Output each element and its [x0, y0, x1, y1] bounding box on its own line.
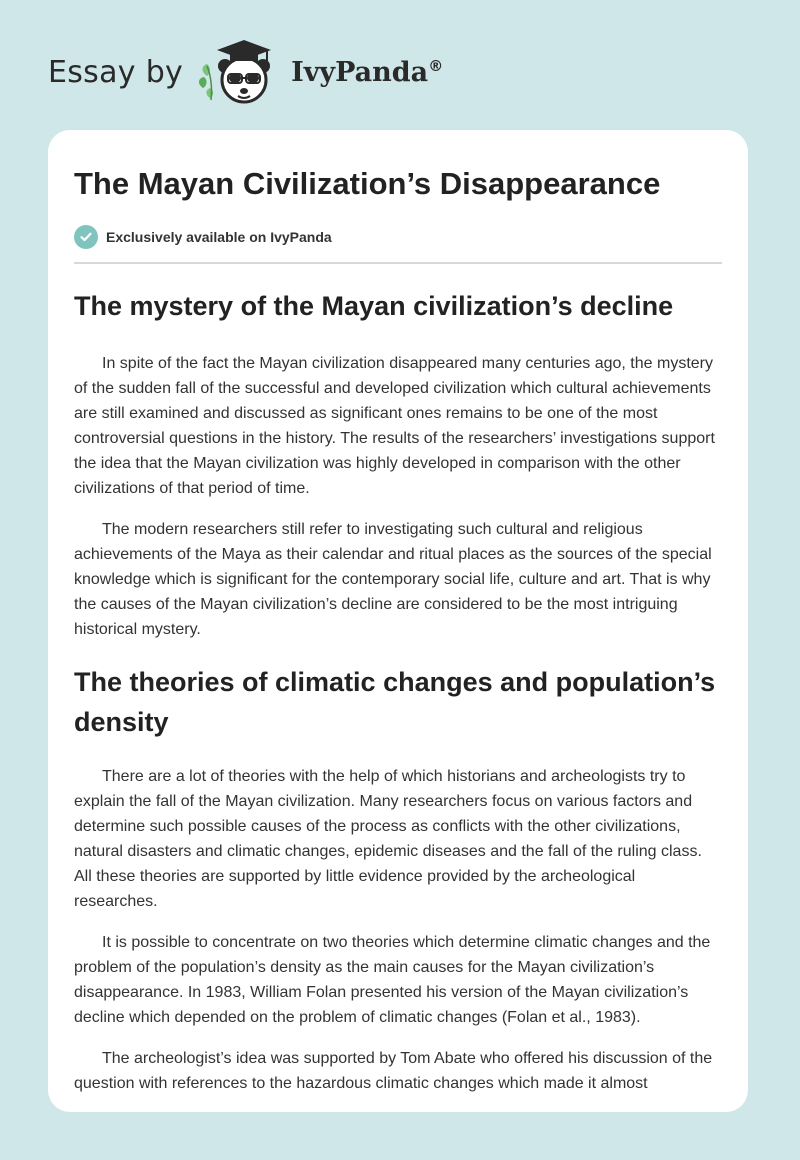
- paragraph: There are a lot of theories with the help of which historians and archeologists try to explain the fall of the Mayan civilization. Many researchers focus on various factors and determine such possible causes of the process as conflicts with the other civilizations, natural disasters and climatic changes, epidemic diseases and the fall of the ruling class. All these theories are supported by little evidence provided by the archeological researches.: [74, 768, 702, 910]
- divider: [74, 262, 722, 264]
- section-heading: The mystery of the Mayan civilization’s decline: [74, 291, 674, 321]
- brand-name: IvyPanda®: [291, 56, 444, 88]
- paragraph: The modern researchers still refer to investigating such cultural and religious achievements of the Maya as their calendar and ritual places as the sources of the special knowledge which is significant for the contemporary social life, culture and art. That is why the causes of the Mayan civilization’s decline are considered to be the most intriguing historical mystery.: [74, 521, 712, 638]
- paragraph: It is possible to concentrate on two theories which determine climatic changes and the problem of the population’s density as the main causes for the Mayan civilization’s disappearance. In 1983, William Folan presented his version of the Mayan civilization’s decline which depended on the problem of climatic changes (Folan et al., 1983).: [74, 934, 711, 1026]
- paragraph: In spite of the fact the Mayan civilization disappeared many centuries ago, the mystery of the sudden fall of the successful and developed civilization which cultural achievements are still examined and discussed as significant ones remains to be one of the most controversial questions in the history. The results of the researchers’ investigations support the idea that the Mayan civilization was highly developed in comparison with the other civilizations of that period of time.: [74, 355, 715, 497]
- brand-header: [48, 36, 443, 108]
- brand-prefix: Essay by: [48, 54, 184, 90]
- ivy-leaf-icon: [199, 64, 213, 100]
- section-heading: The theories of climatic changes and population’s density: [74, 667, 716, 737]
- exclusive-badge: [74, 224, 722, 250]
- paragraph: The archeologist’s idea was supported by Tom Abate who offered his discussion of the question with references to the hazardous climatic changes which made it almost: [74, 1050, 713, 1092]
- badge-text: Exclusively available on IvyPanda: [106, 229, 332, 245]
- ivypanda-logo-icon[interactable]: [197, 36, 287, 108]
- page-title: The Mayan Civilization’s Disappearance: [74, 166, 661, 201]
- check-circle-icon: [74, 225, 98, 249]
- essay-card: [48, 130, 748, 1112]
